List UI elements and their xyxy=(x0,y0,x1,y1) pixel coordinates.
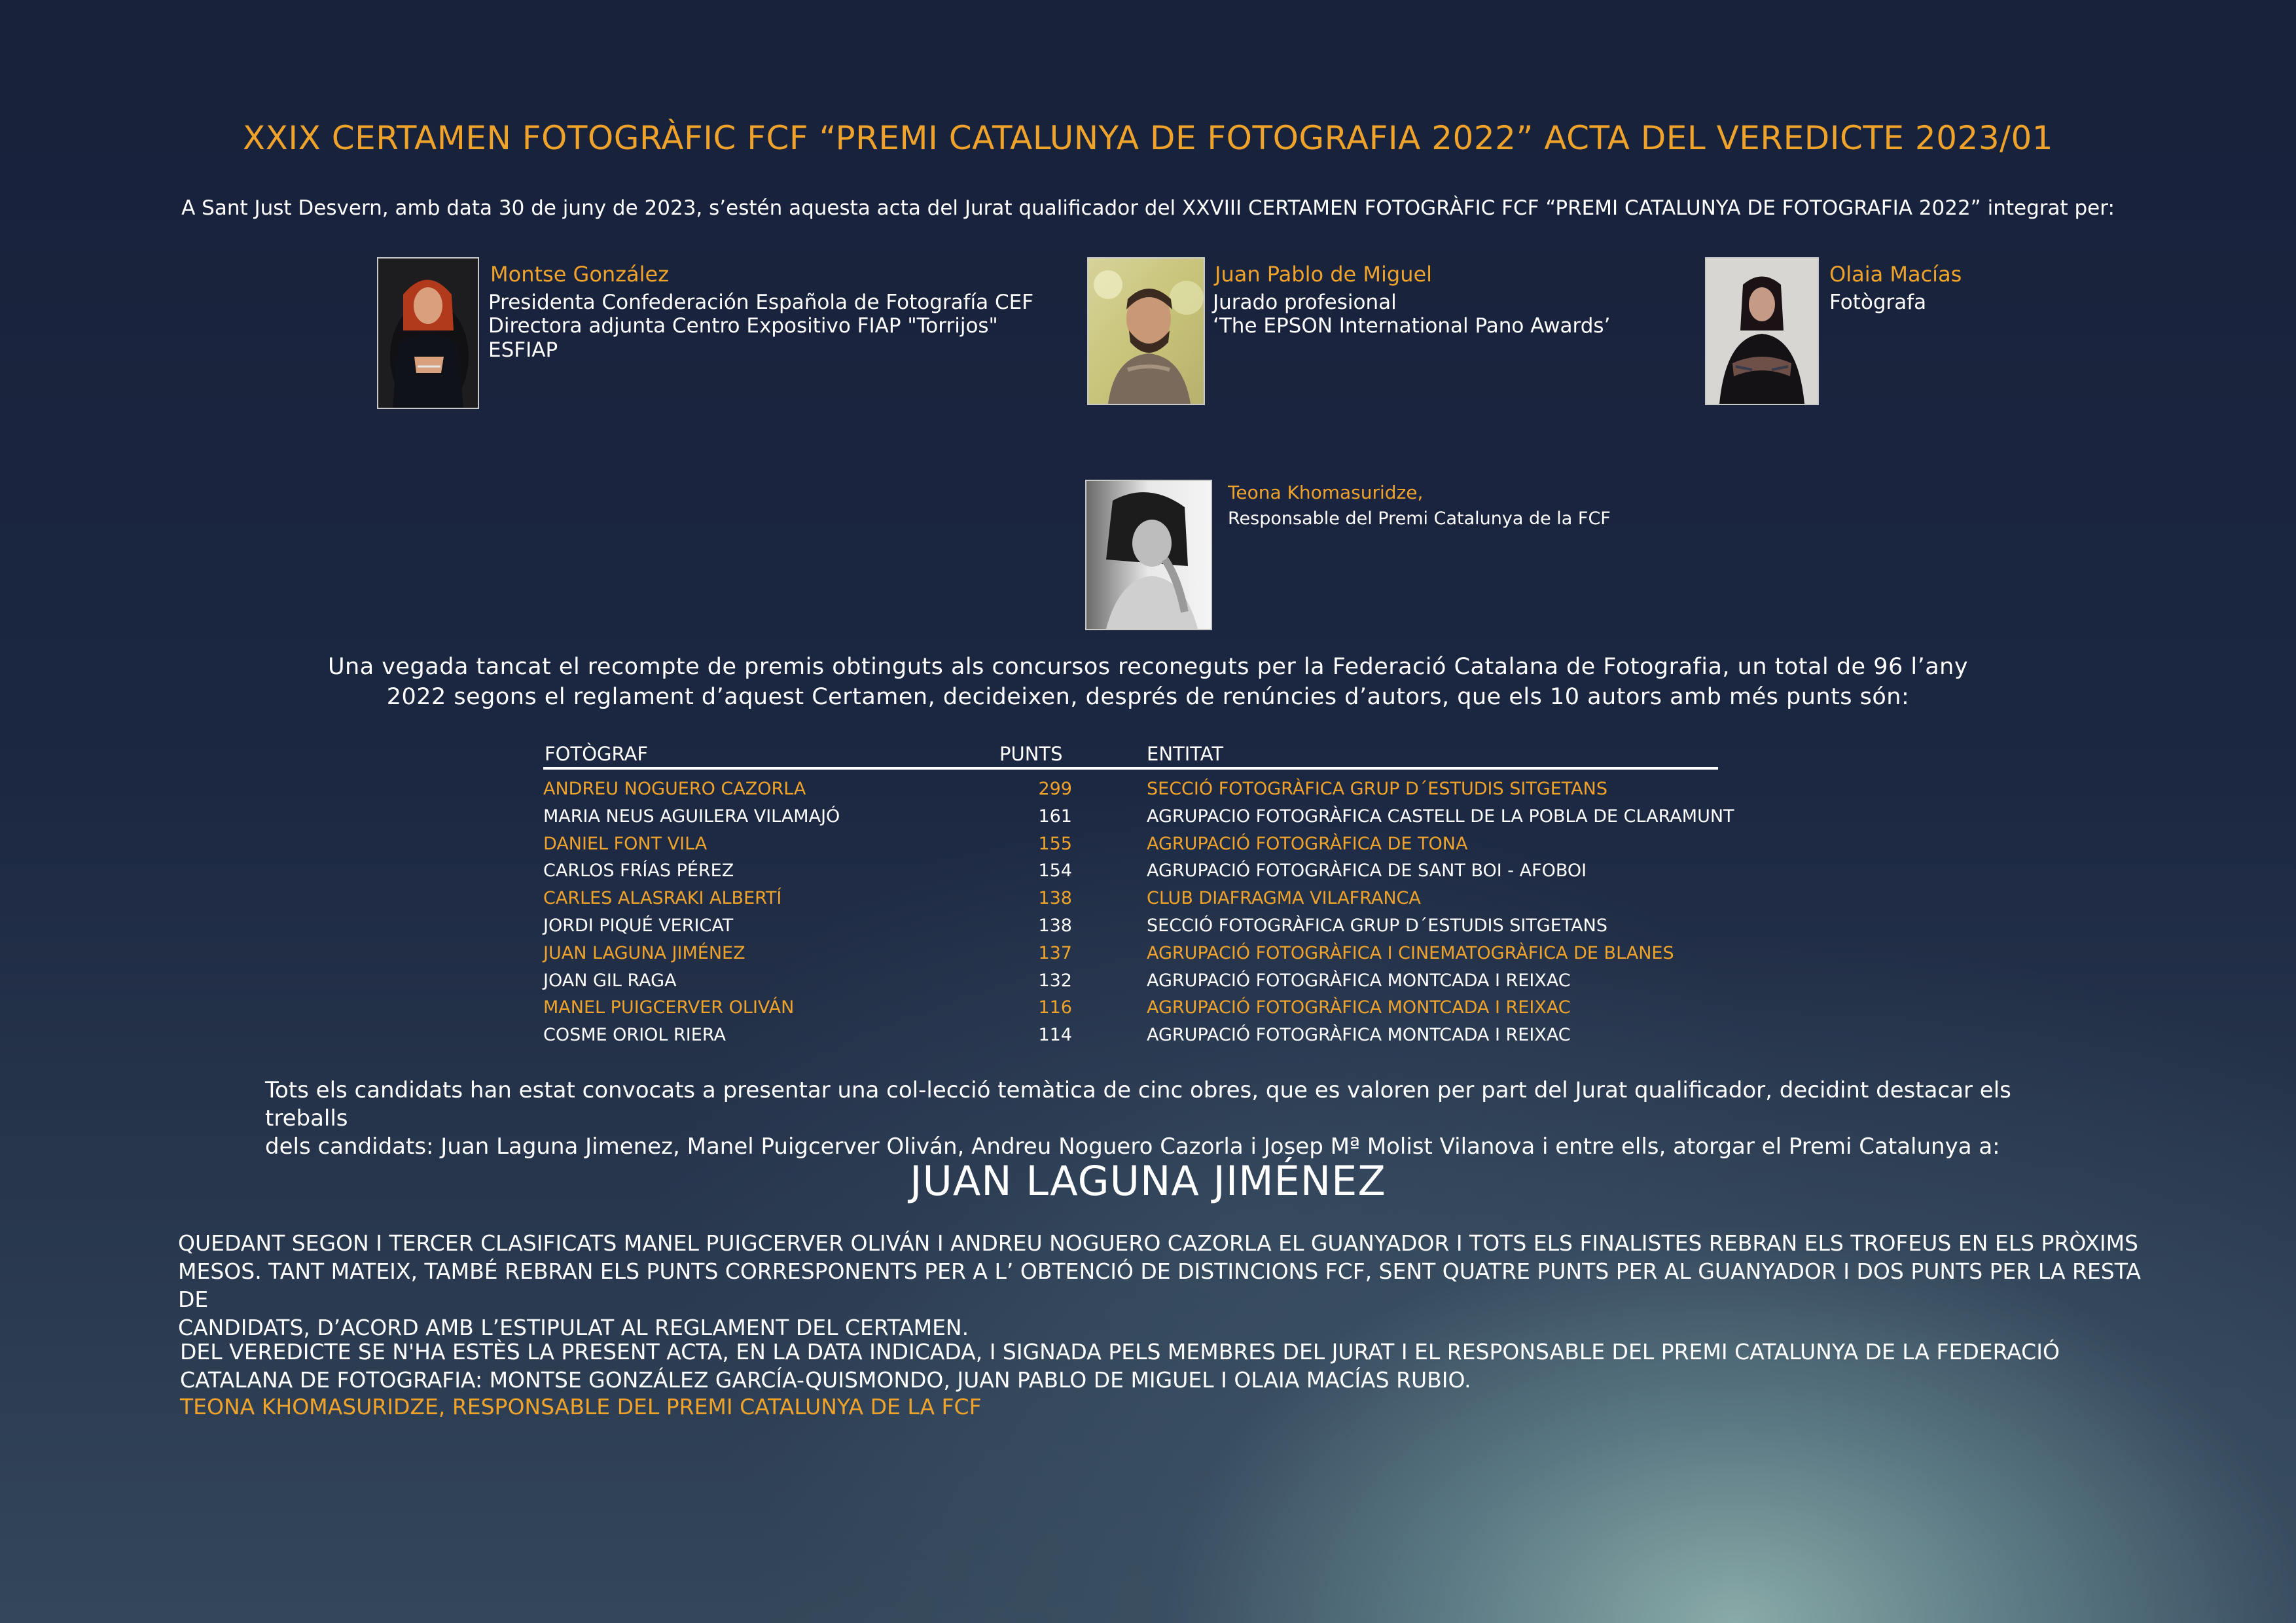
cell-entity: SECCIÓ FOTOGRÀFICA GRUP D´ESTUDIS SITGETANS xyxy=(1147,916,1607,936)
winner-name: JUAN LAGUNA JIMÉNEZ xyxy=(910,1157,1386,1205)
cell-entity: AGRUPACIÓ FOTOGRÀFICA DE TONA xyxy=(1147,833,1468,854)
jury-role-4a: Responsable del Premi Catalunya de la FCF xyxy=(1228,508,1611,529)
cell-entity: AGRUPACIÓ FOTOGRÀFICA MONTCADA I REIXAC xyxy=(1147,1025,1571,1046)
table-row xyxy=(543,888,1721,916)
cell-entity: AGRUPACIÓ FOTOGRÀFICA MONTCADA I REIXAC xyxy=(1147,997,1571,1018)
count-paragraph: Una vegada tancat el recompte de premis obtinguts als concursos reconeguts per la Federació Catalana de Fotografia, un total de 96 l’any 2022 segons el reglament d’aquest Certamen, decideixen, després de renúncies d’autors, que els 10 autors amb més punts són: xyxy=(327,654,1969,710)
jury-photo-teona-khomasuridze xyxy=(1085,480,1212,630)
table-row xyxy=(543,779,1721,806)
jury-role-3a: Fotògrafa xyxy=(1829,291,1927,314)
cell-photographer: JORDI PIQUÉ VERICAT xyxy=(543,916,734,936)
page-title: XXIX CERTAMEN FOTOGRÀFIC FCF “PREMI CATALUNYA DE FOTOGRAFIA 2022” ACTA DEL VEREDICTE 2023/01 xyxy=(242,119,2054,157)
jury-role-2a: Jurado profesional xyxy=(1213,291,1397,314)
candidates-line-1: Tots els candidats han estat convocats a presentar una col-lecció temàtica de cinc obres, que es valoren per part del Jurat qualificador, decidint destacar els treballs xyxy=(265,1077,2011,1132)
cell-photographer: CARLOS FRÍAS PÉREZ xyxy=(543,861,734,882)
jury-photo-juan-pablo-de-miguel xyxy=(1087,257,1205,405)
jury-name-3: Olaia Macías xyxy=(1829,262,1962,287)
cell-entity: SECCIÓ FOTOGRÀFICA GRUP D´ESTUDIS SITGETANS xyxy=(1147,779,1607,799)
table-row xyxy=(543,916,1721,943)
table-row xyxy=(543,971,1721,998)
jury-role-1a: Presidenta Confederación Española de Fotografía CEF xyxy=(488,291,1034,314)
cell-entity: AGRUPACIÓ FOTOGRÀFICA DE SANT BOI - AFOBOI xyxy=(1147,861,1587,882)
cell-photographer: DANIEL FONT VILA xyxy=(543,833,708,854)
cell-points: 116 xyxy=(1038,997,1072,1018)
verdict-paragraph xyxy=(180,1338,2150,1394)
cell-photographer: ANDREU NOGUERO CAZORLA xyxy=(543,779,806,799)
table-row xyxy=(543,997,1721,1025)
classification-line-3: CANDIDATS, D’ACORD AMB L’ESTIPULAT AL REGLAMENT DEL CERTAMEN. xyxy=(178,1315,969,1340)
cell-photographer: CARLES ALASRAKI ALBERTÍ xyxy=(543,888,782,909)
table-row xyxy=(543,943,1721,971)
verdict-line-2: CATALANA DE FOTOGRAFIA: MONTSE GONZÁLEZ GARCÍA-QUISMONDO, JUAN PABLO DE MIGUEL I OLAIA MACÍAS RUBIO. xyxy=(180,1367,1471,1393)
intro-text: A Sant Just Desvern, amb data 30 de juny de 2023, s’estén aquesta acta del Jurat qualificador del XXVIII CERTAMEN FOTOGRÀFIC FCF “PREMI CATALUNYA DE FOTOGRAFIA 2022” integrat per: xyxy=(181,196,2115,220)
header-points: PUNTS xyxy=(999,743,1063,765)
cell-points: 137 xyxy=(1038,942,1072,963)
jury-photo-olaia-macias xyxy=(1705,257,1819,405)
cell-entity: AGRUPACIO FOTOGRÀFICA CASTELL DE LA POBLA DE CLARAMUNT xyxy=(1147,806,1734,827)
jury-role-2b: ‘The EPSON International Pano Awards’ xyxy=(1213,314,1611,338)
classification-paragraph xyxy=(178,1229,2148,1342)
cell-points: 132 xyxy=(1038,970,1072,991)
jury-name-1: Montse González xyxy=(490,262,669,287)
classification-line-2: MESOS. TANT MATEIX, TAMBÉ REBRAN ELS PUNTS CORRESPONENTS PER A L’ OBTENCIÓ DE DISTINCIONS FCF, SENT QUATRE PUNTS PER AL GUANYADOR I DOS PUNTS PER LA RESTA DE xyxy=(178,1258,2141,1312)
verdict-responsible: TEONA KHOMASURIDZE, RESPONSABLE DEL PREMI CATALUNYA DE LA FCF xyxy=(180,1394,982,1419)
cell-points: 154 xyxy=(1038,861,1072,882)
cell-photographer: JUAN LAGUNA JIMÉNEZ xyxy=(543,942,745,963)
table-row xyxy=(543,806,1734,834)
cell-points: 299 xyxy=(1038,779,1072,799)
classification-line-1: QUEDANT SEGON I TERCER CLASIFICATS MANEL PUIGCERVER OLIVÁN I ANDREU NOGUERO CAZORLA EL GUANYADOR I TOTS ELS FINALISTES REBRAN ELS TROFEUS EN ELS PRÒXIMS xyxy=(178,1230,2138,1256)
table-row xyxy=(543,1025,1721,1052)
header-rule xyxy=(543,767,1718,770)
candidates-paragraph xyxy=(265,1077,2032,1161)
jury-role-1b: Directora adjunta Centro Expositivo FIAP "Torrijos" xyxy=(488,314,998,338)
jury-name-2: Juan Pablo de Miguel xyxy=(1215,262,1433,287)
table-row xyxy=(543,834,1721,861)
cell-entity: CLUB DIAFRAGMA VILAFRANCA xyxy=(1147,888,1421,909)
verdict-line-1: DEL VEREDICTE SE N'HA ESTÈS LA PRESENT ACTA, EN LA DATA INDICADA, I SIGNADA PELS MEMBRES DEL JURAT I EL RESPONSABLE DEL PREMI CATALUNYA DE LA FEDERACIÓ xyxy=(180,1339,2060,1364)
candidates-line-2: dels candidats: Juan Laguna Jimenez, Manel Puigcerver Oliván, Andreu Noguero Cazorla i Josep Mª Molist Vilanova i entre ells, atorgar el Premi Catalunya a: xyxy=(265,1133,2000,1160)
cell-points: 138 xyxy=(1038,888,1072,909)
cell-entity: AGRUPACIÓ FOTOGRÀFICA I CINEMATOGRÀFICA DE BLANES xyxy=(1147,942,1674,963)
cell-points: 138 xyxy=(1038,916,1072,936)
cell-photographer: COSME ORIOL RIERA xyxy=(543,1025,726,1046)
cell-photographer: MANEL PUIGCERVER OLIVÁN xyxy=(543,997,795,1018)
jury-name-4: Teona Khomasuridze, xyxy=(1228,482,1424,503)
cell-entity: AGRUPACIÓ FOTOGRÀFICA MONTCADA I REIXAC xyxy=(1147,970,1571,991)
cell-points: 114 xyxy=(1038,1025,1072,1046)
cell-photographer: MARIA NEUS AGUILERA VILAMAJÓ xyxy=(543,806,840,827)
header-entity: ENTITAT xyxy=(1147,743,1224,765)
jury-photo-montse-gonzalez xyxy=(377,257,479,409)
jury-role-1c: ESFIAP xyxy=(488,338,558,362)
cell-photographer: JOAN GIL RAGA xyxy=(543,970,677,991)
cell-points: 161 xyxy=(1038,806,1072,827)
table-row xyxy=(543,861,1721,888)
cell-points: 155 xyxy=(1038,833,1072,854)
header-photographer: FOTÒGRAF xyxy=(545,743,649,765)
